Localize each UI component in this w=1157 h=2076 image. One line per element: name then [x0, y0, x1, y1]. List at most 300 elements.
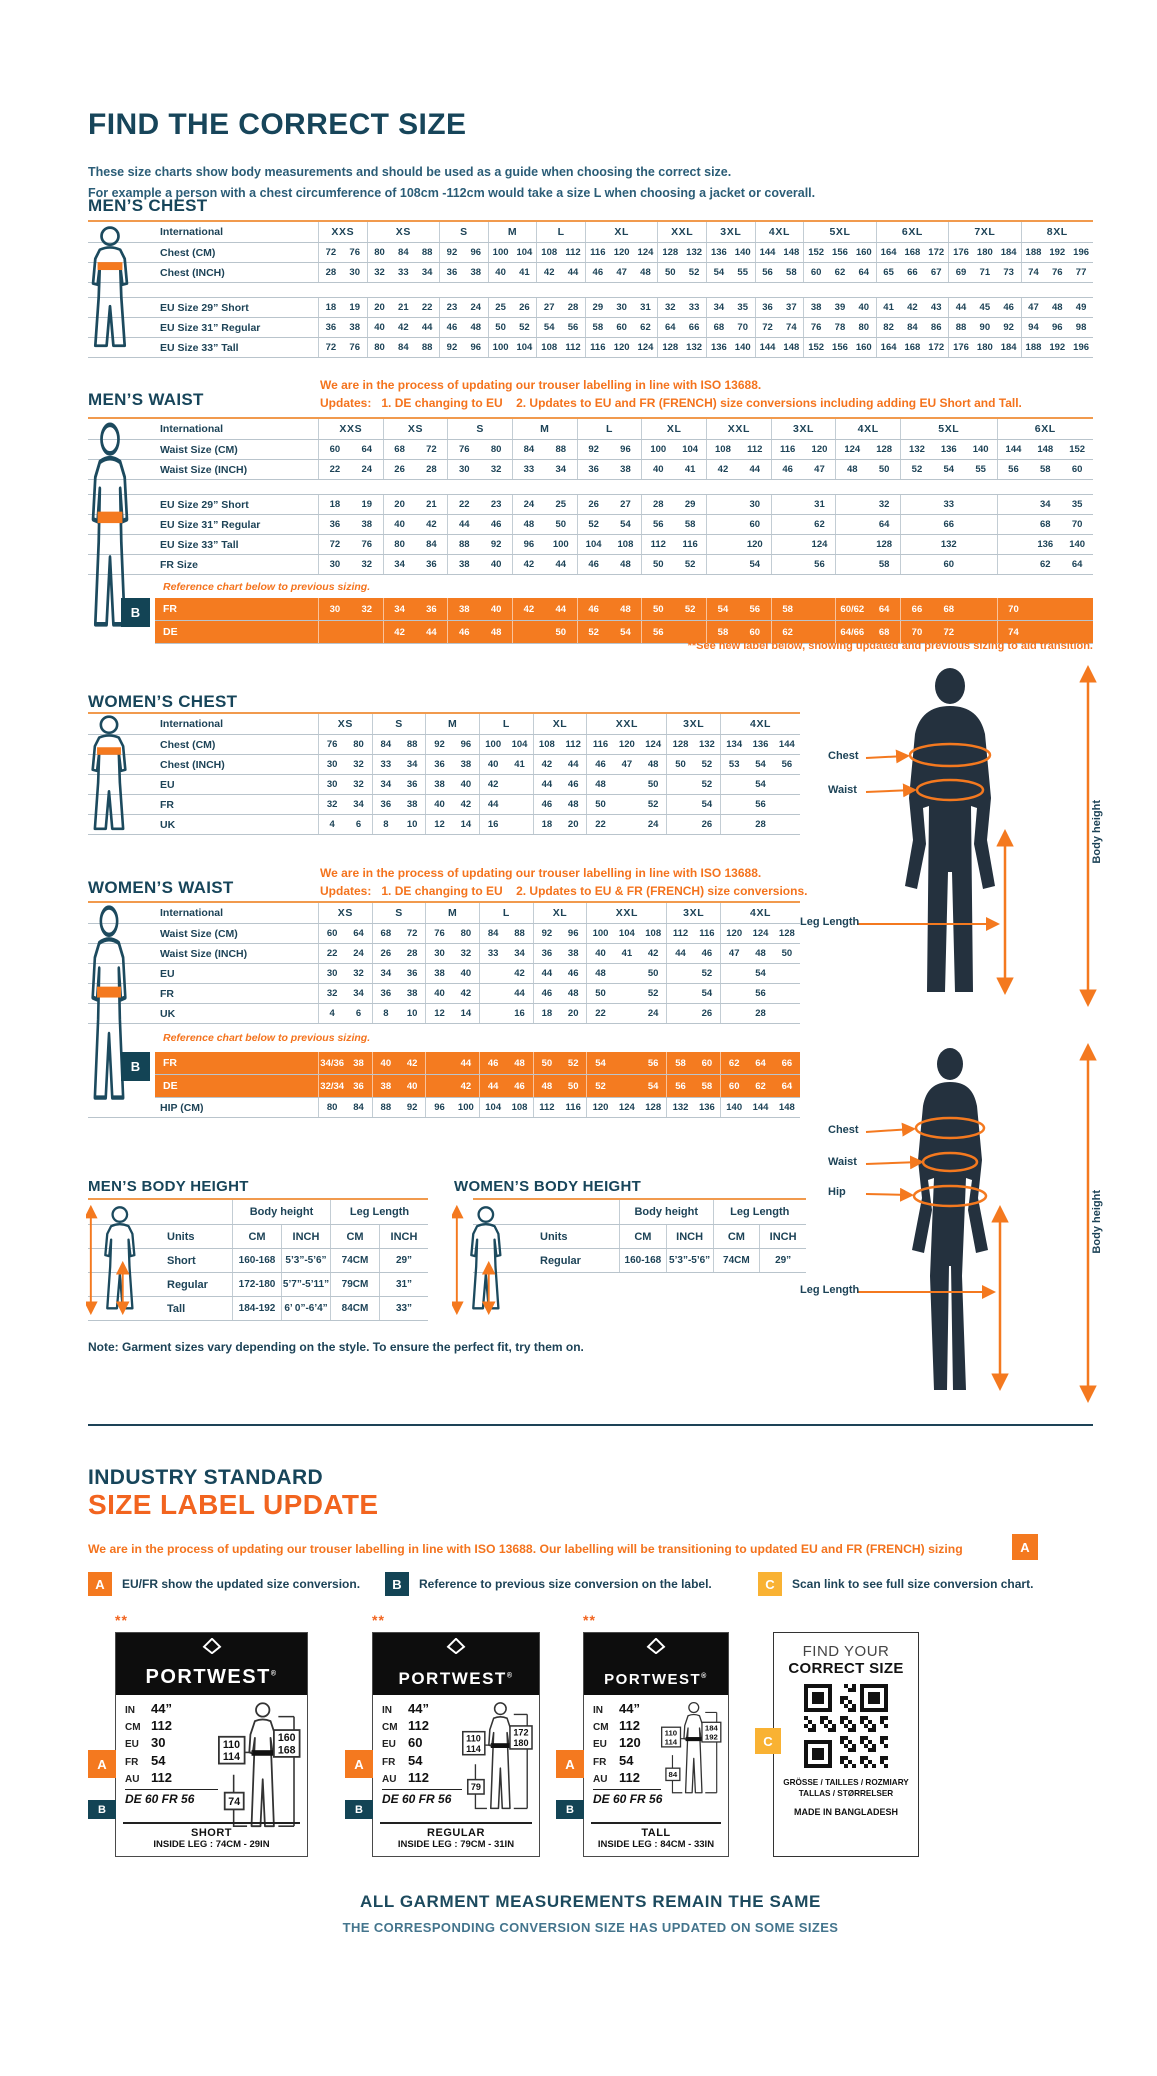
size-value: 120 [619, 1735, 641, 1751]
row-label: FR Size [160, 558, 198, 571]
cell-value: 168 [904, 247, 921, 258]
table-header-row [88, 222, 1093, 243]
cell-value: 84 [523, 444, 535, 455]
cell-value: 34 [353, 988, 364, 999]
cell-value: 58 [701, 1080, 713, 1092]
cell-group [720, 1075, 800, 1097]
cell-value: 100 [592, 928, 609, 939]
portwest-diamond-icon [646, 1638, 666, 1654]
cell-value: 42 [543, 267, 555, 278]
cell-value: 50 [555, 519, 567, 530]
cell-value: 86 [930, 322, 942, 333]
cell-group [372, 924, 426, 943]
cell-value: 180 [976, 247, 993, 258]
legend-text-b: Reference to previous size conversion on the label. [419, 1577, 712, 1591]
cell-value: 22 [458, 499, 470, 510]
cell-group [641, 515, 706, 534]
cell-group [720, 1052, 800, 1074]
cell-value: 47 [814, 464, 825, 475]
cell-group [447, 555, 512, 574]
group-header: Body height [619, 1200, 713, 1224]
cell-group [447, 621, 512, 643]
cell-value: 84CM [330, 1297, 379, 1320]
reference-note: Reference chart below to previous sizing. [163, 1032, 371, 1044]
cell-group [372, 1004, 426, 1023]
woman-measurement-figure [800, 1040, 1103, 1405]
cell-group [706, 338, 755, 357]
cell-value: 76 [349, 342, 360, 353]
page-intro [88, 162, 988, 204]
cell-group [367, 263, 439, 282]
cell-value: 39 [834, 302, 846, 313]
cell-value: 22 [595, 819, 606, 830]
cell-value: 84 [353, 1102, 364, 1113]
cell-value: 52 [701, 779, 713, 790]
womens-body-height-table [473, 1198, 806, 1273]
legend-badge-a: A [88, 1572, 112, 1596]
cell-group [533, 815, 587, 834]
cell-group [900, 460, 997, 479]
cell-group [657, 318, 706, 337]
size-row [593, 1701, 661, 1718]
table-header-row [88, 714, 800, 735]
cell-value: 24 [647, 819, 659, 830]
cell-value: 44 [555, 603, 567, 615]
cell-group [706, 440, 771, 459]
cell-value: 34 [514, 948, 525, 959]
cell-value: 50 [647, 968, 659, 979]
chest-label: Chest [828, 750, 859, 762]
cell-value: 42 [647, 948, 659, 959]
cell-value: 64 [781, 1080, 793, 1092]
cell-value: 32 [361, 559, 373, 570]
row-label: FR [160, 798, 174, 811]
column-header: 7XL [948, 222, 1020, 242]
cell-group [900, 598, 997, 620]
cell-group [479, 1075, 533, 1097]
units-row [473, 1225, 806, 1249]
cell-group [318, 495, 383, 514]
womens-body-height-heading: WOMEN’S BODY HEIGHT [454, 1178, 642, 1195]
cell-group [533, 755, 587, 774]
cell-group [536, 243, 585, 262]
cell-group [533, 924, 587, 943]
cell-value: 52 [647, 988, 659, 999]
cell-group [533, 944, 587, 963]
cell-value: 134 [726, 739, 743, 750]
cell-group [641, 495, 706, 514]
cell-group [318, 621, 383, 643]
cell-group [367, 298, 439, 317]
cell-group [900, 555, 997, 574]
cell-group [372, 984, 426, 1003]
cell-value: 27 [543, 302, 555, 313]
cell-value: 116 [592, 739, 609, 750]
reference-badge-b: B [121, 598, 150, 627]
size-list [382, 1701, 462, 1819]
unit-header: INCH [666, 1225, 713, 1248]
cell-value: 46 [567, 968, 579, 979]
cell-group [439, 298, 488, 317]
cell-group [318, 263, 367, 282]
cell-group [876, 318, 948, 337]
cell-group [318, 1052, 372, 1074]
row-label: Waist Size (CM) [160, 443, 238, 456]
cell-value: 36 [588, 464, 599, 475]
cell-value: 62 [834, 267, 846, 278]
column-header: S [447, 419, 512, 439]
cell-group [533, 1098, 587, 1117]
cell-group [536, 338, 585, 357]
row-label: FR [163, 1057, 177, 1069]
cell-value: 36 [426, 603, 437, 615]
card-badge-a: A [556, 1750, 584, 1778]
cell-value: 55 [737, 267, 748, 278]
cell-value: 172 [928, 342, 945, 353]
cell-value: 38 [567, 948, 579, 959]
qr-title-1: FIND YOUR [802, 1643, 890, 1660]
cell-value: 6’ 0”-6’4” [281, 1297, 330, 1320]
cell-value: 88 [458, 539, 470, 550]
cell-value: 26 [380, 948, 392, 959]
cell-value: 50 [495, 322, 506, 333]
cell-value: 136 [752, 739, 769, 750]
cell-value: 40 [487, 759, 499, 770]
column-header: XXL [706, 419, 771, 439]
cell-value: 33 [380, 759, 392, 770]
cell-value: 160 [855, 342, 872, 353]
label-body [116, 1695, 307, 1838]
cell-value: 160 [855, 247, 872, 258]
qr-languages-line-2: TALLAS / STØRRELSER [798, 1789, 894, 1798]
cell-value: 128 [778, 928, 795, 939]
cell-value: 54 [620, 626, 631, 638]
cell-value: 66 [943, 519, 955, 530]
cell-value: 32/34 [320, 1080, 345, 1092]
cell-group [425, 1098, 479, 1117]
svg-text:184: 184 [705, 1723, 719, 1733]
column-header: 6XL [997, 419, 1094, 439]
cell-value: 112 [672, 928, 689, 939]
cell-group [706, 460, 771, 479]
cell-value: 160-168 [232, 1249, 281, 1272]
cell-value: 66 [911, 603, 923, 615]
cell-value: 46 [458, 626, 470, 638]
cell-value: 34 [555, 464, 567, 475]
row-label: Chest (CM) [160, 246, 216, 259]
cell-value: 44 [567, 267, 579, 278]
cell-value: 80 [490, 444, 502, 455]
cell-group [488, 338, 537, 357]
cell-group [488, 243, 537, 262]
qr-languages-line-1: GRÖSSE / TAILLES / ROZMIARY [783, 1778, 909, 1787]
cell-value: 108 [538, 739, 555, 750]
cell-value: 38 [470, 267, 482, 278]
cell-value: 172 [928, 247, 945, 258]
card-badge-b: B [556, 1800, 584, 1819]
cell-group [425, 984, 479, 1003]
cell-value: 96 [470, 342, 482, 353]
body-height-label: Body height [1091, 1190, 1103, 1254]
size-table [88, 712, 800, 835]
table-row [88, 440, 1093, 460]
cell-value: 18 [329, 499, 341, 510]
cell-value: 26 [701, 1008, 713, 1019]
cell-group [318, 535, 383, 554]
size-system: FR [382, 1756, 396, 1768]
cell-value: 34 [353, 799, 364, 810]
cell-value: 76 [361, 539, 373, 550]
svg-text:79: 79 [470, 1782, 481, 1793]
cell-group [425, 795, 479, 814]
label-update-paragraph: We are in the process of updating our trouser labelling in line with ISO 13688. Our labelling will be transitioning to updated EU and FR (FRENCH) sizing [88, 1542, 963, 1556]
womens-chest-table [88, 712, 800, 835]
card-stars: ** [115, 1612, 128, 1628]
cell-value: 120 [726, 928, 743, 939]
cell-group [706, 318, 755, 337]
column-header: 8XL [1021, 222, 1093, 242]
table-row [88, 535, 1093, 555]
row-label: EU [160, 967, 175, 980]
cell-value: 192 [1049, 247, 1066, 258]
cell-value: 88 [406, 739, 418, 750]
row-label: EU Size 31” Regular [160, 321, 261, 334]
previous-size-row: DE 60 FR 56 [382, 1789, 462, 1806]
cell-group [512, 440, 577, 459]
cell-value: 92 [406, 1102, 418, 1113]
cell-value: 50 [555, 626, 567, 638]
table-row [88, 795, 800, 815]
cell-group [657, 243, 706, 262]
cell-value: 84 [398, 247, 409, 258]
cell-value: 20 [374, 302, 385, 313]
cell-group [666, 944, 720, 963]
inside-leg: INSIDE LEG : 74CM - 29IN [153, 1839, 270, 1850]
cell-value: 30 [749, 499, 761, 510]
size-system: FR [125, 1756, 139, 1768]
cell-group [997, 535, 1094, 554]
cell-value: 128 [662, 342, 679, 353]
cell-value: 48 [523, 519, 535, 530]
cell-value: 84 [426, 539, 437, 550]
cell-group [666, 1052, 720, 1074]
cell-value: 76 [326, 739, 338, 750]
cell-value: 44 [675, 948, 686, 959]
table-row [88, 263, 1093, 283]
cell-value: 70 [911, 626, 923, 638]
cell-group [372, 775, 426, 794]
leg-length-label: Leg Length [800, 1284, 860, 1296]
cell-value: 29” [379, 1249, 428, 1272]
cell-value: 71 [979, 267, 991, 278]
cell-value: 148 [783, 342, 800, 353]
cell-group [479, 984, 533, 1003]
cell-value: 36 [762, 302, 773, 313]
cell-value: 58 [878, 559, 890, 570]
cell-value: 104 [511, 739, 528, 750]
cell-group [720, 795, 800, 814]
update-1-num: 1. [381, 884, 392, 898]
cell-value: 132 [686, 247, 703, 258]
cell-group [318, 598, 383, 620]
cell-value: 136 [710, 342, 727, 353]
cell-value: 54 [701, 988, 713, 999]
cell-value: 72 [762, 322, 773, 333]
cell-value: 160-168 [619, 1249, 666, 1272]
cell-value: 47 [728, 948, 740, 959]
cell-group [666, 1004, 720, 1023]
cell-value: 120 [592, 1102, 609, 1113]
cell-group [318, 964, 372, 983]
cell-value: 164 [880, 247, 897, 258]
cell-value: 50 [781, 948, 793, 959]
cell-value: 100 [650, 444, 667, 455]
legend-text-c: Scan link to see full size conversion chart. [792, 1577, 1034, 1591]
group-header: Body height [232, 1200, 330, 1224]
column-header: 4XL [720, 714, 800, 734]
cell-value: 96 [567, 928, 579, 939]
column-header: 5XL [803, 222, 875, 242]
fit-name: REGULAR [427, 1827, 485, 1839]
cell-value: 14 [460, 1008, 472, 1019]
column-header: M [512, 419, 577, 439]
cell-group [835, 515, 900, 534]
cell-value: 54 [755, 759, 766, 770]
cell-group [948, 338, 1020, 357]
cell-value: 112 [650, 539, 666, 550]
table-row [88, 555, 1093, 575]
unit-header: CM [330, 1225, 379, 1248]
cell-value: 80 [374, 247, 385, 258]
cell-value: 128 [876, 444, 893, 455]
cell-value: 24 [523, 499, 535, 510]
cell-value: 8 [383, 819, 389, 830]
cell-value: 56 [781, 759, 793, 770]
table-row [88, 515, 1093, 535]
cell-value: 58 [1040, 464, 1051, 475]
cell-group [803, 318, 875, 337]
column-header: M [425, 714, 479, 734]
cell-value: 40 [434, 988, 445, 999]
cell-value: 78 [834, 322, 846, 333]
column-header: S [372, 714, 426, 734]
cell-group [900, 535, 997, 554]
cell-value: 64 [755, 1057, 766, 1069]
cell-group [706, 535, 771, 554]
mens-chest-heading: MEN’S CHEST [88, 196, 208, 215]
label-footer [591, 1822, 721, 1850]
column-header: XS [367, 222, 439, 242]
cell-group [536, 318, 585, 337]
card-badge-b: B [88, 1800, 116, 1819]
cell-value: 20 [394, 499, 405, 510]
cell-value: 34/36 [320, 1057, 345, 1069]
cell-group [383, 460, 448, 479]
cell-group [1021, 298, 1093, 317]
cell-value: 42 [460, 1080, 472, 1092]
cell-value: 108 [617, 539, 634, 550]
cell-value: 42 [523, 603, 535, 615]
cell-value: 62 [814, 519, 825, 530]
cell-value: 77 [1075, 267, 1087, 278]
cell-value: 68 [713, 322, 725, 333]
size-value: 44” [408, 1701, 429, 1716]
size-system: CM [593, 1722, 609, 1734]
cell-value: 42 [541, 759, 553, 770]
cell-value: 108 [645, 928, 662, 939]
cell-group [771, 598, 836, 620]
cell-value: 84 [380, 739, 392, 750]
cell-value: 74 [1008, 626, 1019, 638]
cell-group [425, 735, 479, 754]
size-value: 54 [619, 1752, 634, 1768]
svg-text:84: 84 [668, 1770, 678, 1780]
cell-group [585, 338, 657, 357]
cell-value: 128 [662, 247, 679, 258]
column-header: XXL [586, 903, 666, 923]
table-row [155, 1052, 800, 1075]
cell-value: 34 [380, 968, 392, 979]
cell-value: 54 [595, 1057, 606, 1069]
cell-group [755, 318, 804, 337]
cell-value: 52 [688, 267, 700, 278]
cell-value: 44 [460, 1057, 472, 1069]
cell-value: 48 [620, 603, 631, 615]
cell-value: 36 [406, 779, 418, 790]
cell-value: 108 [541, 247, 558, 258]
row-label: International [160, 718, 224, 730]
cell-value: 92 [490, 539, 502, 550]
cell-value: 47 [621, 759, 633, 770]
svg-text:192: 192 [705, 1732, 719, 1742]
cell-value: 104 [682, 444, 699, 455]
column-header: S [372, 903, 426, 923]
cell-value: 100 [485, 739, 502, 750]
cell-value: 16 [487, 819, 499, 830]
cell-group [318, 944, 372, 963]
column-header: XXS [318, 222, 367, 242]
intro-line-1: These size charts show body measurements and should be used as a guide when choosing the correct size. [88, 165, 732, 179]
cell-value: 40 [374, 322, 385, 333]
cell-group [383, 621, 448, 643]
size-row [382, 1753, 462, 1770]
cell-value: 60 [943, 559, 955, 570]
cell-value: 88 [514, 928, 525, 939]
cell-value: 80 [374, 342, 385, 353]
row-label: UK [160, 1007, 176, 1020]
update-1-num: 1. [381, 396, 392, 410]
size-value: 44” [151, 1701, 172, 1716]
column-header: M [488, 222, 537, 242]
size-row [382, 1718, 462, 1735]
cell-value: 84 [398, 342, 409, 353]
cell-group [771, 460, 836, 479]
cell-value: 28 [755, 1008, 766, 1019]
leg-length-label: Leg Length [800, 916, 860, 928]
cell-value: 156 [832, 342, 848, 353]
size-row [593, 1770, 661, 1787]
mens-body-height-figure-icon [86, 1200, 144, 1318]
row-label: Short [167, 1254, 196, 1267]
cell-value: 70 [1008, 603, 1019, 615]
cell-group [666, 1098, 720, 1117]
size-figure [218, 1701, 301, 1833]
column-header: XXL [657, 222, 706, 242]
cell-value: 50 [595, 988, 606, 999]
column-header: L [536, 222, 585, 242]
table-row [88, 944, 800, 964]
cell-value: 23 [490, 499, 502, 510]
